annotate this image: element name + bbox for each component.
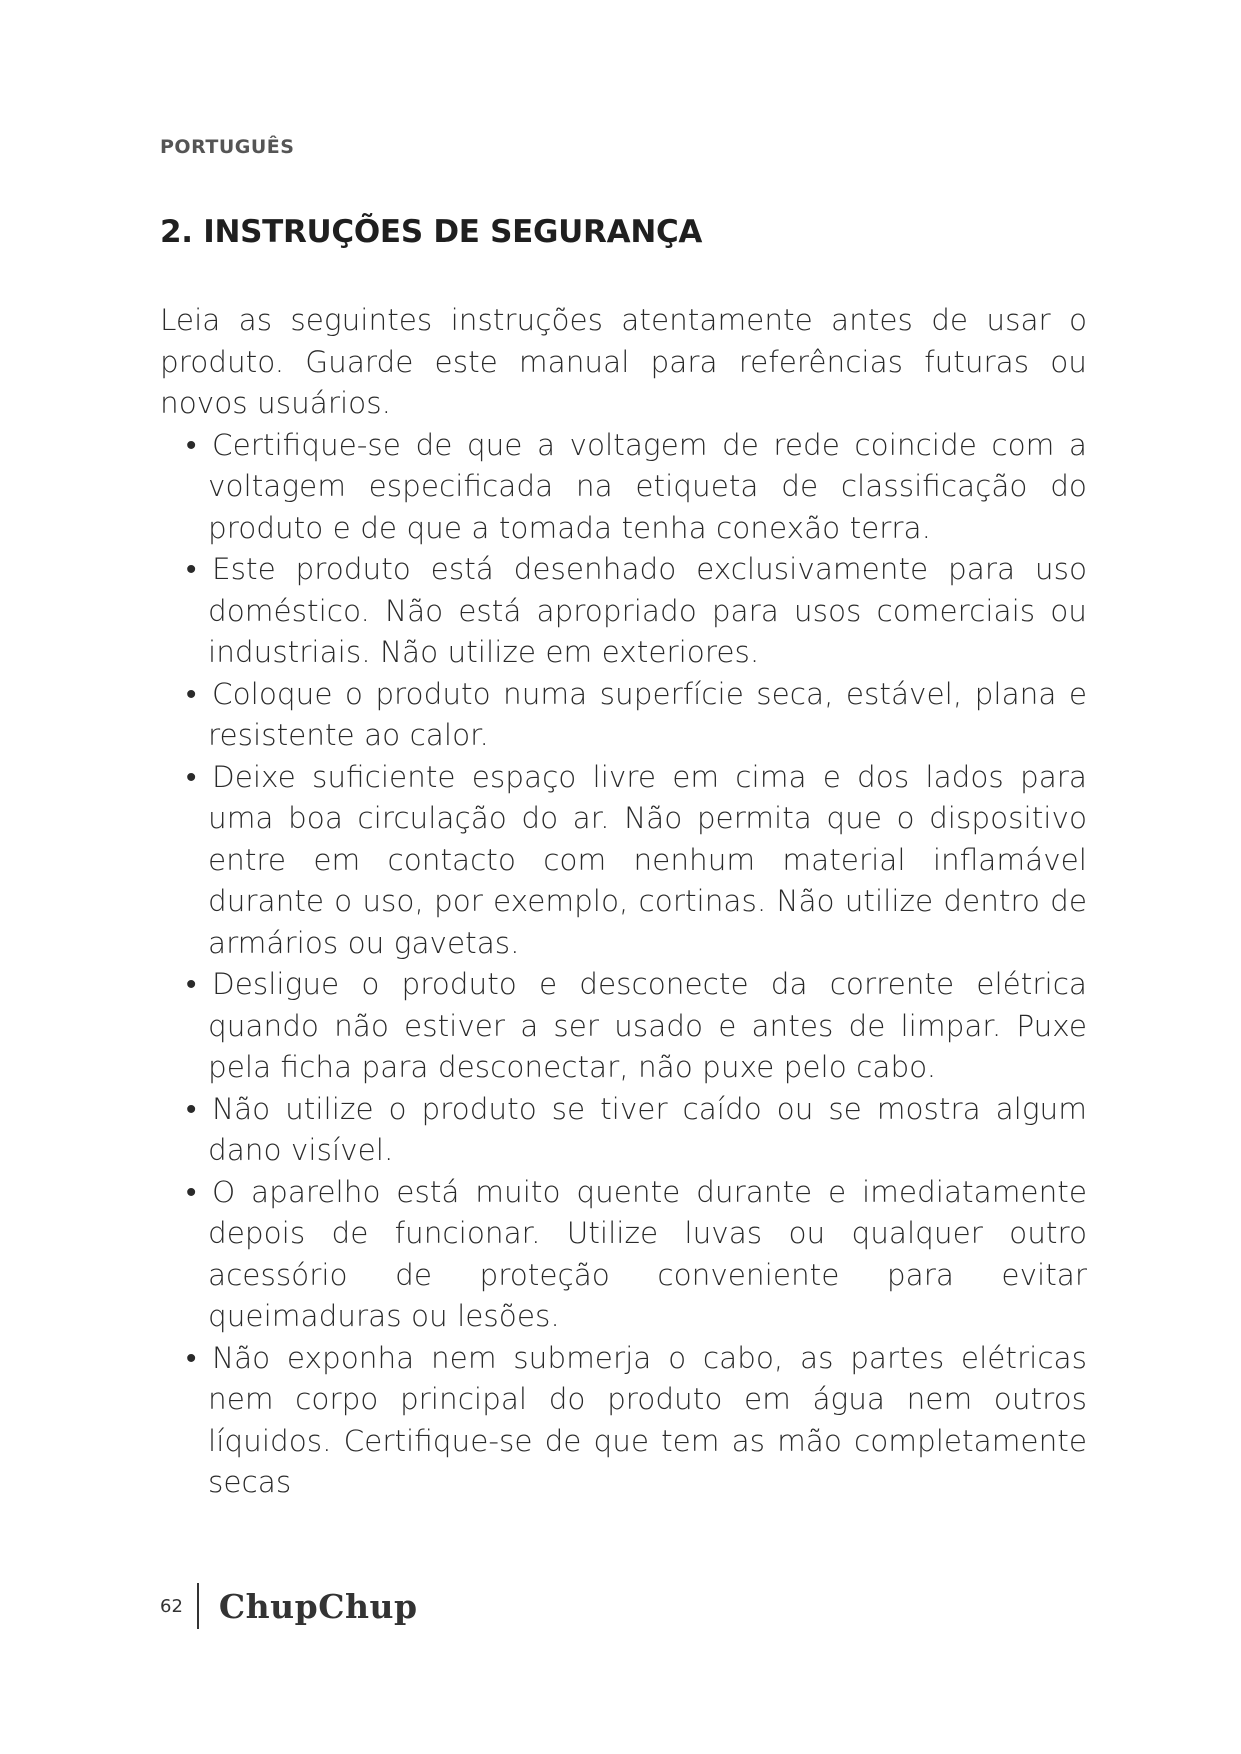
- bullet-icon: •: [186, 676, 197, 711]
- section-label: PORTUGUÊS: [160, 136, 295, 158]
- safety-instructions-list: [160, 425, 1087, 1504]
- list-item-text: Não exponha nem submerja o cabo, as partes elétricas nem corpo principal do produto em água nem outros líquidos. Certifique-se de que tem as mão completamente secas: [208, 1340, 1087, 1499]
- bullet-icon: •: [186, 967, 197, 1001]
- list-item-text: Coloque o produto numa superfície seca, estável, plana e resistente ao calor.: [208, 676, 1087, 752]
- list-item-text: Este produto está desenhado exclusivamente para uso doméstico. Não está apropriado para usos comerciais ou industriais. Não utilize em exteriores.: [208, 552, 1087, 669]
- list-item: [160, 674, 1087, 757]
- list-item-text: O aparelho está muito quente durante e imediatamente depois de funcionar. Utilize luvas ou qualquer outro acessório de proteção conveniente para evitar queimaduras ou lesões.: [208, 1174, 1087, 1333]
- list-item-text: Deixe suficiente espaço livre em cima e dos lados para uma boa circulação do ar. Não permita que o dispositivo entre em contacto com nenhum material inflamável durante o uso, por exemplo, cortinas. Não utilize dentro de armários ou gavetas.: [208, 759, 1087, 960]
- bullet-icon: •: [186, 1340, 197, 1375]
- bullet-icon: •: [186, 552, 197, 586]
- footer-divider: [197, 1583, 199, 1629]
- page-title: 2. INSTRUÇÕES DE SEGURANÇA: [160, 214, 703, 250]
- bullet-icon: •: [186, 759, 197, 794]
- bullet-icon: •: [186, 427, 197, 462]
- intro-paragraph: Leia as seguintes instruções atentamente antes de usar o produto. Guarde este manual para referências futuras ou novos usuários.: [160, 303, 1087, 420]
- bullet-icon: •: [186, 1091, 197, 1126]
- list-item: [160, 1338, 1087, 1504]
- list-item-text: Desligue o produto e desconecte da corrente elétrica quando não estiver a ser usado e antes de limpar. Puxe pela ficha para desconectar, não puxe pelo cabo.: [208, 967, 1087, 1084]
- content-body: [160, 300, 1087, 1504]
- list-item: [160, 964, 1087, 1089]
- list-item: [160, 425, 1087, 550]
- list-item: [160, 549, 1087, 674]
- brand-logo: ChupChup: [218, 1586, 418, 1626]
- page-footer: [160, 1582, 418, 1630]
- list-item: [160, 1089, 1087, 1172]
- bullet-icon: •: [186, 1174, 197, 1209]
- list-item-text: Certifique-se de que a voltagem de rede coincide com a voltagem especificada na etiqueta de classificação do produto e de que a tomada tenha conexão terra.: [208, 427, 1087, 545]
- list-item: [160, 1172, 1087, 1338]
- list-item-text: Não utilize o produto se tiver caído ou se mostra algum dano visível.: [208, 1091, 1087, 1167]
- page-number: 62: [160, 1595, 183, 1617]
- list-item: [160, 757, 1087, 965]
